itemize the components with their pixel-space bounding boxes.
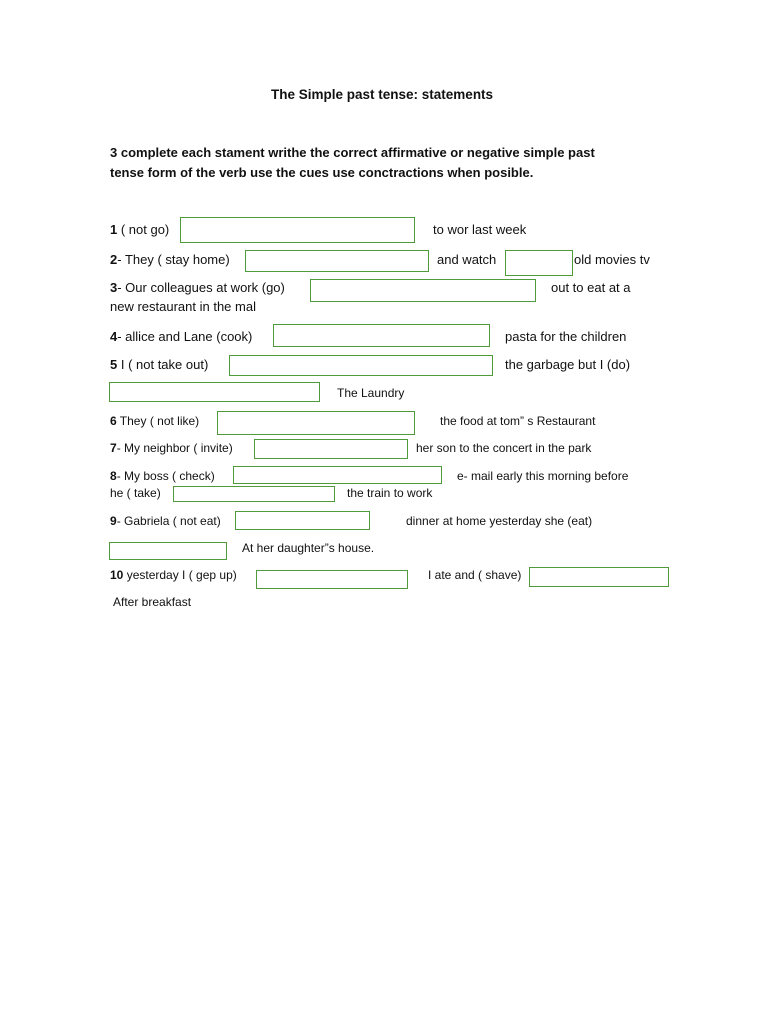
item-3-number: 3	[110, 280, 118, 295]
item-8-after-2: the train to work	[347, 486, 433, 500]
item-10-answer-box[interactable]	[256, 570, 408, 589]
item-4-number: 4	[110, 329, 118, 344]
item-8-answer-box-2[interactable]	[173, 486, 335, 502]
page-title: The Simple past tense: statements	[271, 87, 494, 102]
item-1-answer-box[interactable]	[180, 217, 415, 243]
item-1-number: 1	[110, 222, 118, 237]
item-3-answer-box[interactable]	[310, 279, 536, 302]
item-1-cue-text: ( not go)	[117, 222, 170, 237]
item-10-answer-box-2[interactable]	[529, 567, 669, 587]
item-5-cue-text: I ( not take out)	[117, 357, 209, 372]
item-9-cue	[110, 513, 221, 529]
item-1-after: to wor last week	[433, 222, 527, 237]
item-2-mid: and watch	[437, 252, 497, 267]
item-2-cue-text: - They ( stay home)	[117, 252, 230, 267]
item-8-cue	[110, 468, 215, 484]
item-7-answer-box[interactable]	[254, 439, 408, 459]
item-10-cue-text: yesterday I ( gep up)	[123, 568, 237, 582]
item-6-number: 6	[110, 414, 117, 428]
item-5-answer-box-2[interactable]	[109, 382, 320, 402]
item-4-answer-box[interactable]	[273, 324, 490, 347]
item-9-line-2: At her daughter”s house.	[242, 541, 375, 555]
item-6-cue	[110, 413, 199, 429]
item-8-after: e- mail early this morning before	[457, 469, 629, 483]
item-10-line-2: After breakfast	[113, 595, 192, 609]
item-3-cue-text: - Our colleagues at work (go)	[117, 280, 285, 295]
item-2-after: old movies tv	[574, 252, 650, 267]
item-4-cue	[110, 329, 252, 345]
item-1-cue	[110, 222, 169, 238]
item-9-cue-text: - Gabriela ( not eat)	[116, 514, 221, 528]
item-6-after: the food at tom” s Restaurant	[440, 414, 596, 428]
item-6-cue-text: They ( not like)	[116, 414, 200, 428]
item-7-after: her son to the concert in the park	[416, 441, 592, 455]
instructions-line-2: tense form of the verb use the cues use conctractions when posible.	[110, 165, 534, 180]
instructions-line-1: 3 complete each stament writhe the correct affirmative or negative simple past	[110, 145, 595, 160]
item-5-number: 5	[110, 357, 118, 372]
item-2-answer-box[interactable]	[245, 250, 429, 272]
item-4-cue-text: - allice and Lane (cook)	[117, 329, 253, 344]
item-8-cue-2: he ( take)	[110, 486, 161, 500]
item-5-answer-box[interactable]	[229, 355, 493, 376]
item-2-answer-box-2[interactable]	[505, 250, 573, 276]
item-8-cue-text: - My boss ( check)	[116, 469, 215, 483]
item-10-cue	[110, 567, 237, 583]
item-4-after: pasta for the children	[505, 329, 627, 344]
item-10-mid: I ate and ( shave)	[428, 568, 522, 582]
item-3-after: out to eat at a	[551, 280, 631, 295]
item-5-cue	[110, 357, 208, 373]
item-2-number: 2	[110, 252, 118, 267]
item-9-number: 9	[110, 514, 117, 528]
item-9-answer-box-2[interactable]	[109, 542, 227, 560]
item-5-line-2: The Laundry	[337, 386, 405, 400]
item-2-cue	[110, 252, 230, 268]
item-10-number: 10	[110, 568, 124, 582]
item-8-answer-box[interactable]	[233, 466, 442, 484]
item-8-number: 8	[110, 469, 117, 483]
item-9-answer-box[interactable]	[235, 511, 370, 530]
item-3-line-2: new restaurant in the mal	[110, 299, 256, 314]
item-5-after: the garbage but I (do)	[505, 357, 631, 372]
item-7-number: 7	[110, 441, 117, 455]
item-9-after: dinner at home yesterday she (eat)	[406, 514, 593, 528]
item-6-answer-box[interactable]	[217, 411, 415, 435]
item-3-cue	[110, 280, 285, 296]
item-7-cue	[110, 440, 233, 456]
item-7-cue-text: - My neighbor ( invite)	[116, 441, 233, 455]
